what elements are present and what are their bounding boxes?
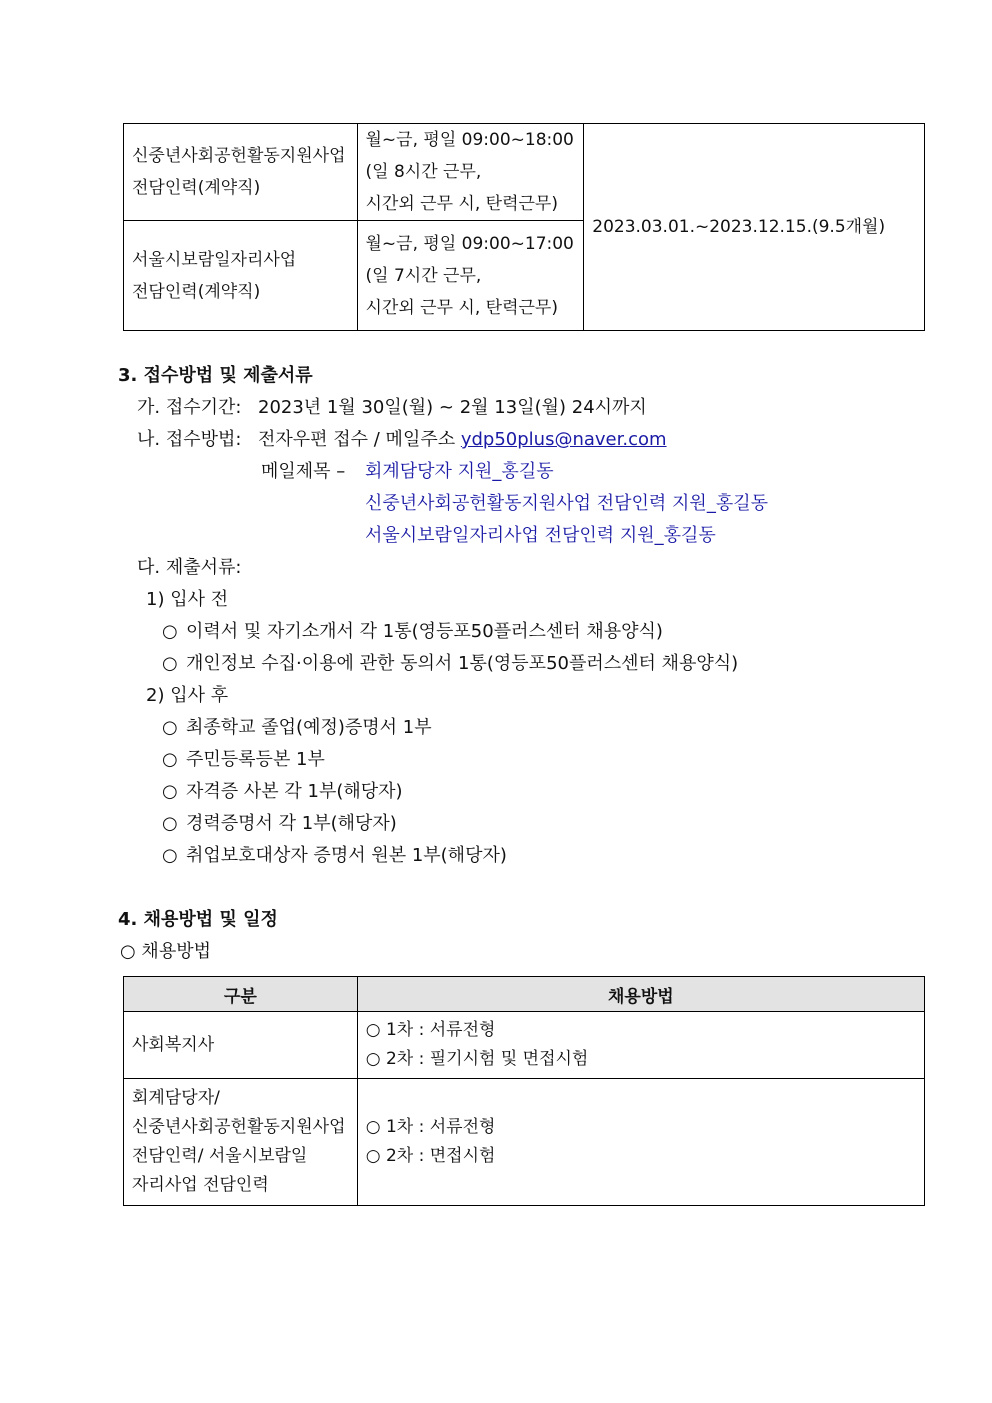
list-item: ○ 최종학교 졸업(예정)증명서 1부 <box>162 717 432 738</box>
docs-label: 다. 제출서류: <box>137 557 242 578</box>
method-cell: ○ 1차 : 서류전형 ○ 2차 : 면접시험 <box>357 1079 924 1206</box>
period-value: 2023년 1월 30일(월) ~ 2월 13일(월) 24시까지 <box>258 397 647 418</box>
email-link[interactable]: ydp50plus@naver.com <box>460 429 667 450</box>
hours-cell: 월~금, 평일 09:00~17:00 (일 7시간 근무, 시간외 근무 시, 탄력근무) <box>357 221 584 331</box>
before-label: 1) 입사 전 <box>146 589 229 610</box>
list-item: ○ 이력서 및 자기소개서 각 1통(영등포50플러스센터 채용양식) <box>162 621 663 642</box>
circle-bullet-icon: ○ <box>162 781 178 802</box>
subject-item: 서울시보람일자리사업 전담인력 지원_홍길동 <box>365 525 716 546</box>
circle-bullet-icon: ○ <box>162 717 178 738</box>
table-row <box>124 124 925 221</box>
table-row <box>124 1079 925 1206</box>
circle-bullet-icon: ○ <box>162 845 178 866</box>
column-header: 구분 <box>124 977 358 1012</box>
subject-item: 회계담당자 지원_홍길동 <box>365 461 554 482</box>
subject-item: 신중년사회공헌활동지원사업 전담인력 지원_홍길동 <box>365 493 768 514</box>
after-label: 2) 입사 후 <box>146 685 229 706</box>
table-header-row <box>124 977 925 1012</box>
circle-bullet-icon: ○ <box>162 749 178 770</box>
section3-title: 3. 접수방법 및 제출서류 <box>118 365 313 386</box>
list-item: ○ 주민등록등본 1부 <box>162 749 325 770</box>
position-cell: 신중년사회공헌활동지원사업 전담인력(계약직) <box>124 124 358 221</box>
table-row <box>124 1012 925 1079</box>
category-cell: 회계담당자/ 신중년사회공헌활동지원사업 전담인력/ 서울시보람일 자리사업 전담인력 <box>124 1079 358 1206</box>
schedule-table <box>123 123 925 331</box>
category-cell: 사회복지사 <box>124 1012 358 1079</box>
period-label: 가. 접수기간: <box>137 397 242 418</box>
position-cell: 서울시보람일자리사업 전담인력(계약직) <box>124 221 358 331</box>
list-item: ○ 개인정보 수집·이용에 관한 동의서 1통(영등포50플러스센터 채용양식) <box>162 653 739 674</box>
section4-title: 4. 채용방법 및 일정 <box>118 909 278 930</box>
subject-label: 메일제목 – <box>261 461 346 482</box>
method-value: 전자우편 접수 / 메일주소 ydp50plus@naver.com <box>258 429 667 450</box>
period-cell: 2023.03.01.~2023.12.15.(9.5개월) <box>584 124 925 331</box>
column-header: 채용방법 <box>357 977 924 1012</box>
method-label: 나. 접수방법: <box>137 429 242 450</box>
circle-bullet-icon: ○ <box>162 653 178 674</box>
list-item: ○ 자격증 사본 각 1부(해당자) <box>162 781 403 802</box>
list-item: ○ 경력증명서 각 1부(해당자) <box>162 813 397 834</box>
method-cell: ○ 1차 : 서류전형 ○ 2차 : 필기시험 및 면접시험 <box>357 1012 924 1079</box>
hours-cell: 월~금, 평일 09:00~18:00 (일 8시간 근무, 시간외 근무 시, 탄력근무) <box>357 124 584 221</box>
circle-bullet-icon: ○ <box>162 621 178 642</box>
circle-bullet-icon: ○ <box>162 813 178 834</box>
list-item: ○ 취업보호대상자 증명서 원본 1부(해당자) <box>162 845 507 866</box>
hiring-method-table <box>123 976 925 1206</box>
section4-sub: ○ 채용방법 <box>120 941 211 962</box>
